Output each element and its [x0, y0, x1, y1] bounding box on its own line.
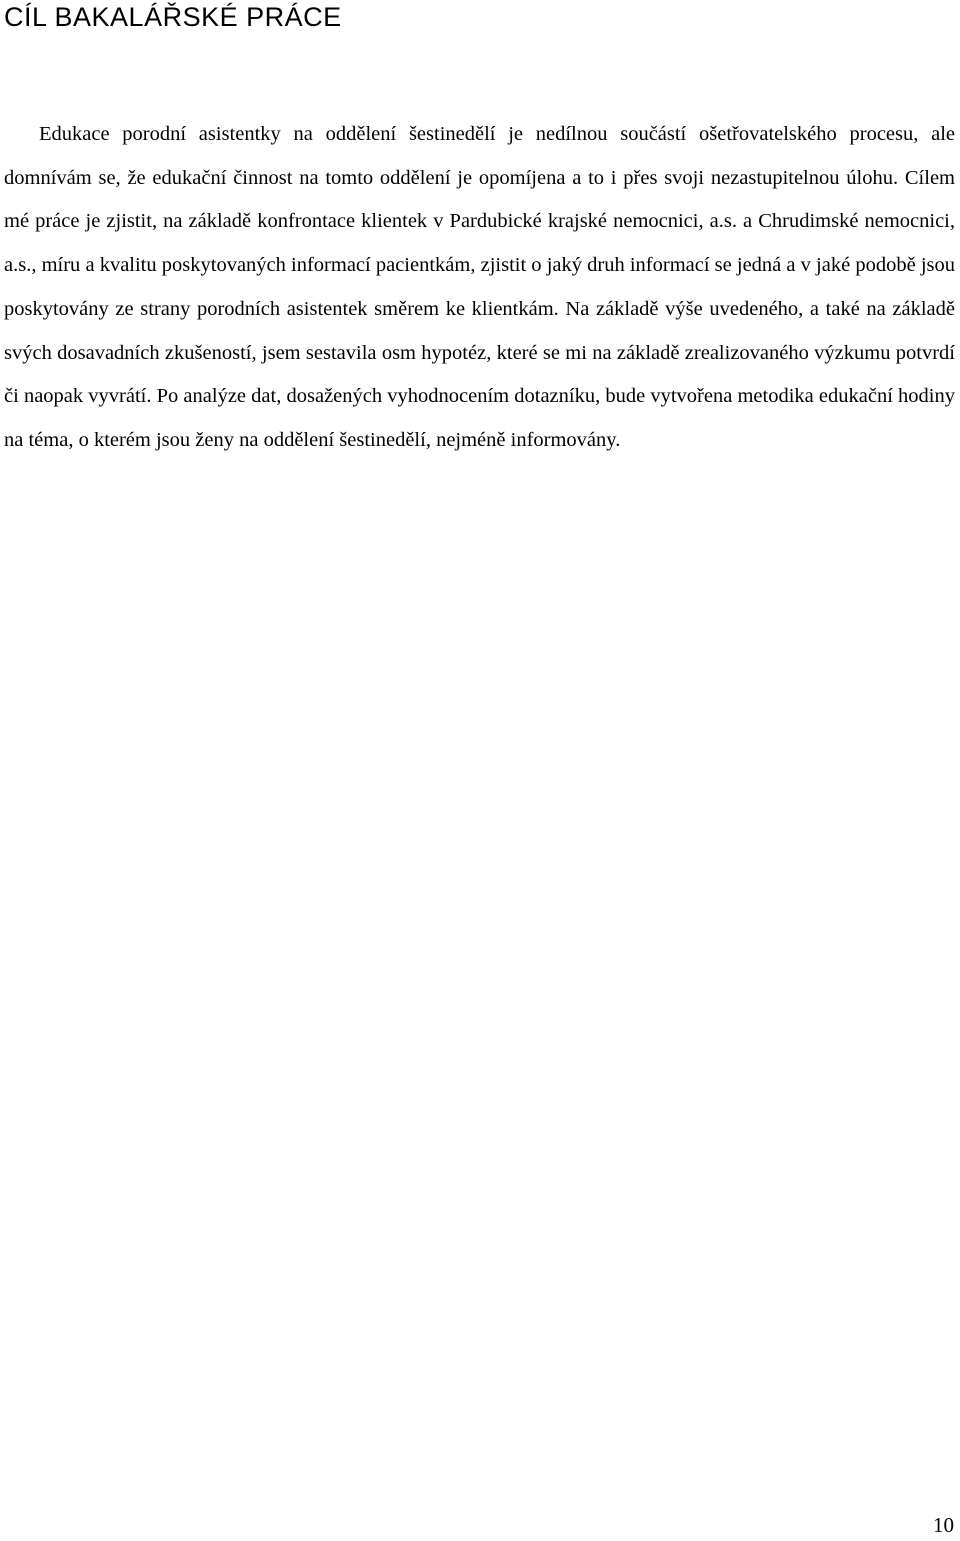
body-paragraph: Edukace porodní asistentky na oddělení šestinedělí je nedílnou součástí ošetřovatelského procesu, ale domnívám se, že edukační činnost na tomto oddělení je opomíjena a to i přes svoji nezastupitelnou úlohu. Cílem mé práce je zjistit, na základě konfrontace klientek v Pardubické krajské nemocnici, a.s. a Chrudimské nemocnici, a.s., míru a kvalitu poskytovaných informací pacientkám, zjistit o jaký druh informací se jedná a v jaké podobě jsou poskytovány ze strany porodních asistentek směrem ke klientkám. Na základě výše uvedeného, a také na základě svých dosavadních zkušeností, jsem sestavila osm hypotéz, které se mi na základě zrealizovaného výzkumu potvrdí či naopak vyvrátí. Po analýze dat, dosažených vyhodnocením dotazníku, bude vytvořena metodika edukační hodiny na téma, o kterém jsou ženy na oddělení šestinedělí, nejméně informovány. — [4, 123, 955, 451]
section-heading: CÍL BAKALÁŘSKÉ PRÁCE — [4, 2, 342, 32]
page-number: 10 — [933, 1513, 954, 1537]
